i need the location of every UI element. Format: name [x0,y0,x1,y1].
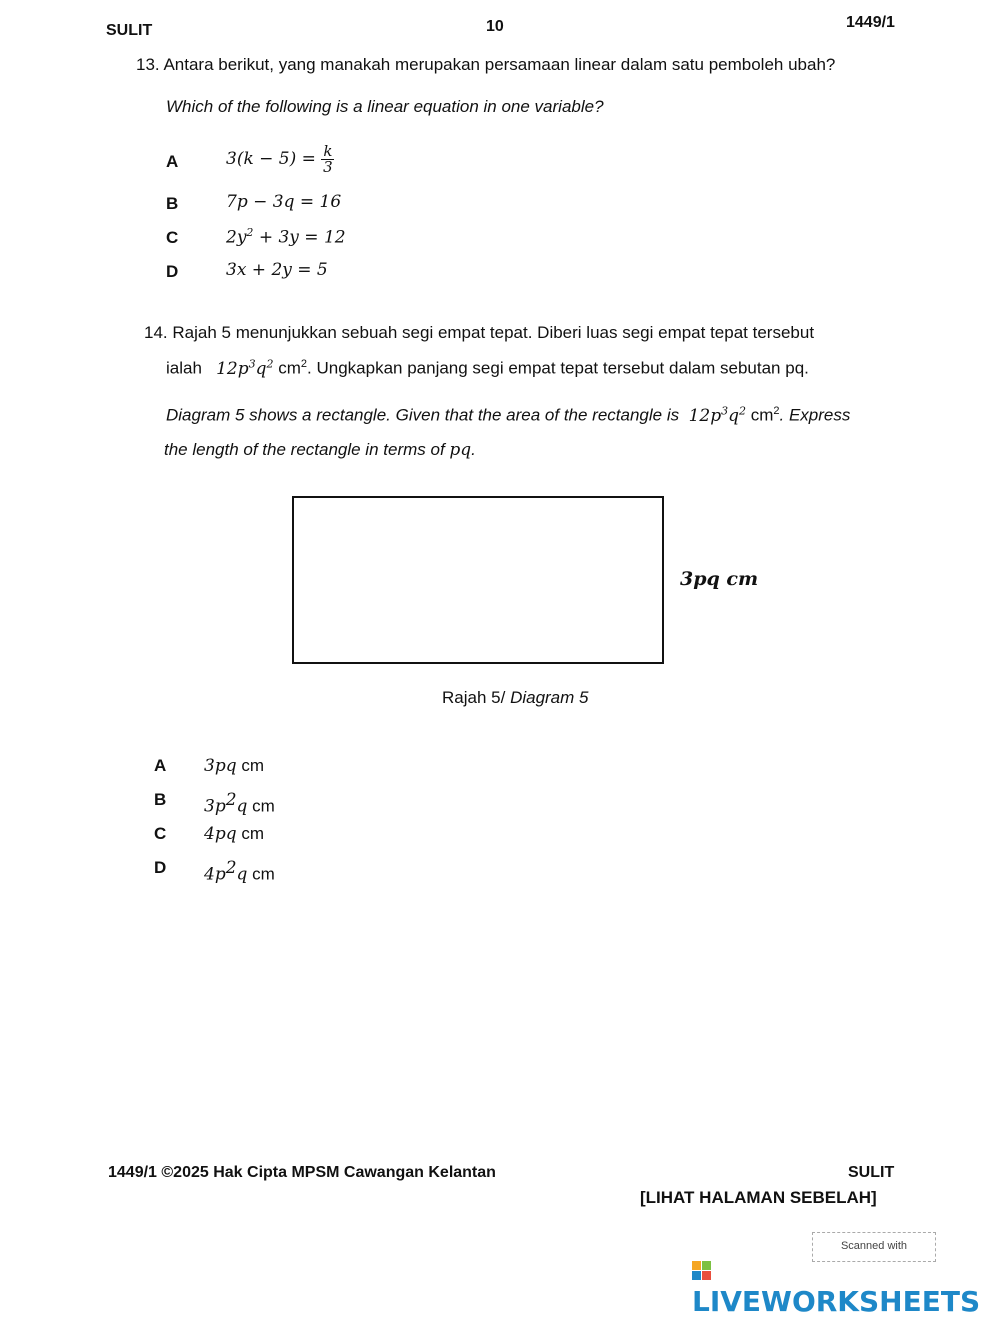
area-q: q [728,405,739,426]
q13-option-b[interactable] [166,194,178,214]
expr-part: 4pq [204,824,237,844]
scanned-text: Scanned with [840,1240,908,1252]
area-expression-en [689,406,746,426]
q13-option-d[interactable] [166,262,178,282]
q13-option-d-expr: 3x + 2y = 5 [226,260,328,280]
page-number: 10 [486,18,504,35]
liveworksheets-icon [692,1261,711,1280]
fraction-numerator: k [323,142,333,160]
area-coef: 12p [688,405,722,426]
caption-english: Diagram 5 [510,688,589,707]
q14-malay-line1-text: Rajah 5 menunjukkan sebuah segi empat tepat. Diberi luas segi empat tepat tersebut [172,323,815,342]
footer-next-page: [LIHAT HALAMAN SEBELAH] [640,1188,877,1207]
q14-option-b-expr [204,790,275,817]
unit: cm [252,864,275,884]
q14-option-a-expr [204,756,264,776]
q14-variable: pq [449,440,472,460]
q14-option-c[interactable] [154,824,166,844]
area-expression [216,359,273,379]
q14-number: 14. [144,323,168,342]
q14-ialah: ialah [166,358,202,378]
q13-number: 13. [136,55,160,74]
area-coef: 12p [216,358,249,379]
q13-option-a-expr [226,144,334,175]
expr-part: q [236,796,248,817]
footer-sulit: SULIT [848,1164,895,1181]
fraction-denominator: 3 [323,158,333,176]
option-letter: B [166,194,179,213]
expr-part: + 3y = 12 [253,227,346,248]
option-letter: A [166,152,179,171]
width-label: 3pq cm [680,568,759,590]
exponent: 2 [246,226,254,239]
unit: cm [241,756,264,775]
option-letter: C [154,824,167,843]
q14-option-a[interactable] [154,756,166,776]
area-unit: cm [278,358,301,378]
q14-english-line1 [166,405,850,425]
liveworksheets-logo [692,1252,1000,1318]
expr-part: 3p [204,796,226,817]
q13-option-b-expr: 7p − 3q = 16 [226,192,342,212]
area-q: q [255,358,267,379]
q14-english-line1-b: . Express [779,405,851,425]
exponent: 2 [738,404,746,417]
q14-malay-line2-rest: . Ungkapkan panjang segi empat tepat tersebut dalam sebutan pq. [307,358,809,378]
q13-english: Which of the following is a linear equation in one variable? [166,97,604,116]
area-unit: cm [750,405,774,425]
expr-part: 4p [204,864,226,885]
q13-malay-text [136,56,835,73]
option-letter: D [154,858,167,877]
exponent: 3 [721,404,729,417]
unit: cm [252,796,275,816]
q14-option-b[interactable] [154,790,166,810]
option-letter: C [166,228,179,247]
q14-english-line2 [164,441,476,459]
q14-option-d-expr [204,858,275,885]
header-sulit: SULIT [106,22,153,39]
option-letter: A [154,756,167,775]
expr-part: q [236,864,248,885]
option-letter: B [154,790,167,809]
exponent: 2 [225,858,237,878]
q14-english-line2-a: the length of the rectangle in terms of [164,440,445,459]
fraction [321,144,334,175]
exponent: 2 [225,790,237,810]
rectangle-diagram [292,496,664,664]
q14-option-d[interactable] [154,858,166,878]
expr-part: 2y [226,227,247,248]
footer-copyright: 1449/1 ©2025 Hak Cipta MPSM Cawangan Kelantan [108,1164,496,1181]
q14-malay-line1 [144,324,814,341]
q13-option-a[interactable] [166,152,178,172]
exponent: 3 [248,357,256,370]
exponent: 2 [773,405,780,417]
option-letter: D [166,262,179,281]
q14-malay-line2 [166,358,809,378]
q13-option-c[interactable] [166,228,178,248]
rectangle-width-label [680,568,758,590]
unit: cm [241,824,264,843]
exponent: 2 [266,357,274,370]
header-code: 1449/1 [846,14,895,31]
expr-part: 3pq [204,756,237,776]
diagram-caption [442,688,588,708]
caption-malay: Rajah 5/ [442,688,506,707]
option-a-lhs: 3(k − 5) = [226,149,316,169]
q13-option-c-expr [226,226,346,248]
liveworksheets-text: LIVEWORKSHEETS [692,1285,981,1318]
q13-malay: Antara berikut, yang manakah merupakan persamaan linear dalam satu pemboleh ubah? [163,55,836,74]
exponent: 2 [300,358,308,370]
q14-option-c-expr [204,824,264,844]
q14-english-line1-a: Diagram 5 shows a rectangle. Given that the area of the rectangle is [166,405,680,425]
q14-english-line2-b: . [471,440,476,459]
